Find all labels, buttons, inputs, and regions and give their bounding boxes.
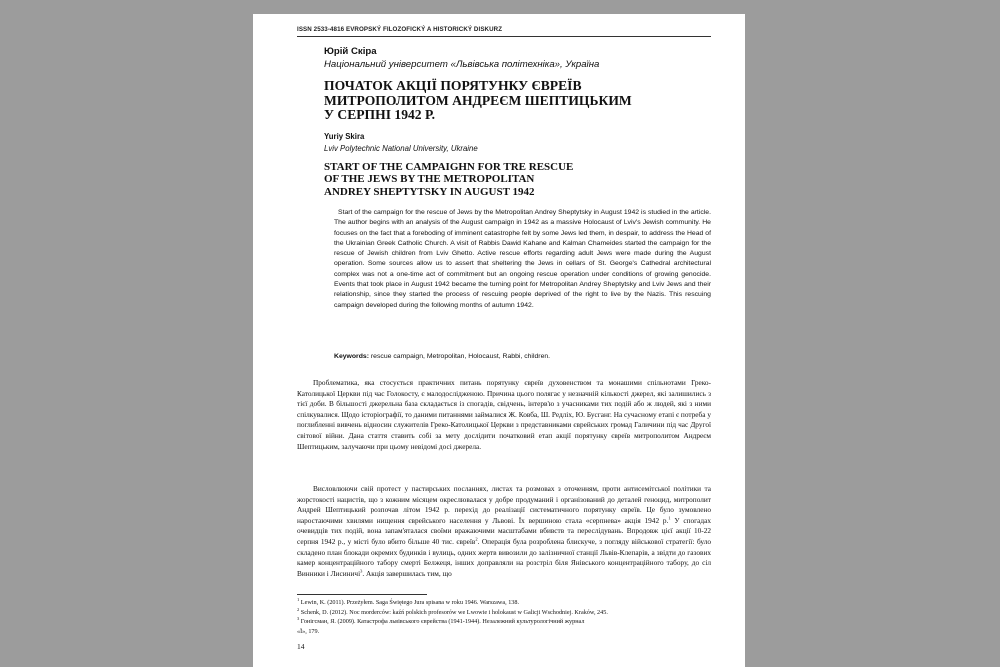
footnote-number: 2 [297,607,300,612]
footnote-2 [297,608,711,618]
footnote-3 [297,617,711,627]
journal-page [253,14,745,667]
header-rule [297,36,711,37]
paragraph-2-text: . Операція була розроблена блискуче, з погляду військової стратегії: було складено план блокади окремих будинків і вулиць, одних жертв вивозили до залізничної станції Львів-Клепарів, а звідти до газових камер концентраційного табору смерті Белжеця, інших доправляли на розстріл біля Янівського концентраційного табору, до сіл Винники і Лисиничі [297,536,712,578]
footnote-number: 1 [297,598,300,602]
paragraph-2-text: . Акція завершилась тим, що [362,568,452,578]
keywords [334,352,711,362]
body-paragraph-1: Проблематика, яка стосується практичних питань порятунку євреїв духовенством та монашими спільнотами Греко-Католицької Церкви під час Голокосту, є малодослідженою. Причина цього полягає у незначній кількості джерел, які залишились з тієї доби. В більшості джерельна база складається із спогадів, свідчень, інтерв'ю з учасниками тих подій або ж людей, які з ними спілкувалися. Щодо історіографії, то даними питаннями займалися Ж. Ковба, Ш. Редліх, Ю. Бусганг. На сучасному етапі є потреба у поглибленні вивчень відносин служителів Греко-Католицької Церкви з представниками єврейських громад Галичини під час Другої світової війни. Дана стаття ставить собі за мету дослідити початковий етап акції порятунку євреїв митрополитом Андреєм Шептицьким, залучаючи при цьому невідомі досі джерела. [297,378,711,451]
affiliation-ukrainian: Національний університет «Львівська політехніка», Україна [324,59,600,70]
footnote-number: 3 [297,617,300,622]
paragraph-2-text: Висловлюючи свій протест у пастирських посланнях, листах та розмовах з оточенням, проти антисемітської політики та жорстокості нацистів, що з кожним місяцем окреслювалася у добре продуманий і організований до деталей геноцид, митрополит Андрей Шептицький розпочав літом 1942 р. перехід до реалізації систематичного порятунку євреїв. Це було зумовлено наростаючими хвилями нищення єврейського населення у Львові. Їх вершиною стала «серпнева» акція 1942 р. [297,484,711,525]
footnote-text: Schenk, D. (2012). Noc morderców: kaźń polskich profesorów we Lwowie i holokaust w Galicji Wschodniej. Kraków, 245. [300,608,608,616]
journal-header: ISSN 2533-4816 EVROPSKÝ FILOZOFICKÝ A HISTORICKÝ DISKURZ [297,26,503,33]
abstract: Start of the campaign for the rescue of Jews by the Metropolitan Andrey Sheptytsky in August 1942 is studied in the article. The author begins with an analysis of the August campaign in 1942 as a massive Holocaust of Lviv's Jewish community. He focuses on the fact that a foreboding of imminent catastrophe felt by some Jews led them, in despair, to address the Head of the Ukrainian Greek Catholic Church. A visit of Rabbis Dawid Kahane and Kalman Chameides started the campaign for the rescue of Jewish children from Lviv Ghetto. Active rescue efforts regarding adult Jews were made during the August operation. Some sources allow us to assert that sheltering the Jews in cellars of St. George's Cathedral architectural complex was not a one-time act of commitment but an ongoing rescue operation under conditions of growing genocide. Events that took place in August 1942 became the turning point for Metropolitan Andrey Sheptytsky and Lviv Jews and their relationship, since they started the process of rescuing people deprived of the right to live by the Nazis. This rescuing campaign developed during the following months of autumn 1942. [334,209,711,309]
footnote-1 [297,598,711,608]
body-paragraph-2 [297,484,711,579]
keywords-label: Keywords: [334,353,369,360]
author-ukrainian: Юрій Скіра [324,46,377,57]
footnotes [297,598,711,636]
footnote-text: Lewin, K. (2011). Przeżyłem. Saga Świętego Jura spisana w roku 1946. Warszawa, 138. [300,599,520,606]
title-english-line: OF THE JEWS BY THE METROPOLITAN [324,173,535,186]
title-ukrainian-line: У СЕРПНІ 1942 Р. [324,107,435,122]
page-number: 14 [297,642,305,651]
title-ukrainian-line: МИТРОПОЛИТОМ АНДРЕЄМ ШЕПТИЦЬКИМ [324,92,632,108]
title-english-line: START OF THE CAMPAIGHN FOR TRE RESCUE [324,161,574,173]
footnote-ref-3: 3 [360,568,363,574]
footnote-rule [297,594,427,595]
footnote-ref-2: 2 [475,536,478,542]
title-english-line: ANDREY SHEPTYTSKY IN AUGUST 1942 [324,185,535,198]
title-ukrainian-line: ПОЧАТОК АКЦІЇ ПОРЯТУНКУ ЄВРЕЇВ [324,78,582,93]
author-english: Yuriy Skira [324,132,365,141]
footnote-3-continued: «Ї», 179. [297,627,320,635]
footnote-text: Гонігсман, Я. (2009). Катастрофа львівського єврейства (1941-1944). Незалежний культурологічний журнал [300,618,585,626]
paragraph-2-text: У спогадах очевидців тих подій, вона запам'яталася своїми вражаючими масштабами вбивств та переслідувань. Впродовж цієї акції 10-22 серпня 1942 р., у місті було вбито більше 40 тис. євреїв [297,515,711,546]
title-ukrainian [324,79,704,123]
footnote-ref-1: 1 [668,515,671,521]
title-english [324,161,704,198]
affiliation-english: Lviv Polytechnic National University, Ukraine [324,144,478,153]
keywords-list: rescue campaign, Metropolitan, Holocaust, Rabbi, children. [370,353,551,360]
